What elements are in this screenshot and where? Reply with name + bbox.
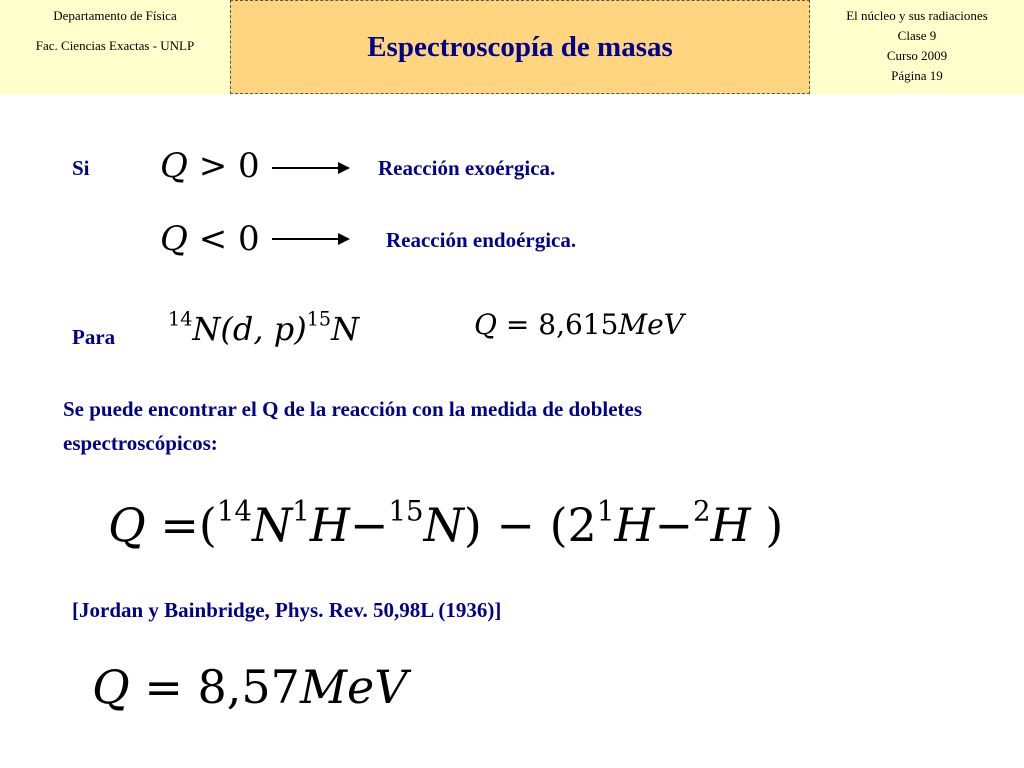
q-symbol: Q <box>108 498 146 552</box>
para-label: Para <box>72 325 116 349</box>
open-paren: ( <box>549 498 568 552</box>
mass-number: 14 <box>216 494 252 528</box>
nuclear-reaction <box>168 307 360 348</box>
right-arrow-icon <box>272 238 348 240</box>
endoergic-label: Reacción endoérgica. <box>386 228 577 252</box>
less-than: < <box>198 219 228 259</box>
header-left-panel <box>0 0 230 94</box>
energy-unit: MeV <box>299 660 408 714</box>
class-number: Clase 9 <box>897 28 937 43</box>
mass-number: 15 <box>306 307 332 331</box>
mass-number: 1 <box>292 494 310 528</box>
nitrogen-symbol: N <box>331 310 360 348</box>
header-right-panel <box>810 0 1024 94</box>
coefficient: 2 <box>567 498 597 552</box>
minus-sign: − <box>496 498 535 552</box>
q-symbol: Q <box>92 660 130 714</box>
course-name: El núcleo y sus radiaciones <box>846 8 988 23</box>
q-value: 8,615 <box>538 308 619 341</box>
minus-sign: − <box>349 498 389 552</box>
q-value: 8,57 <box>197 660 300 714</box>
header-title-panel <box>230 0 810 94</box>
mass-number: 2 <box>693 494 711 528</box>
hydrogen-symbol: H <box>614 498 655 552</box>
equals-sign: = <box>505 308 530 341</box>
department-label: Departamento de Física <box>53 8 177 23</box>
q-value-expression <box>474 308 684 341</box>
doublet-formula <box>108 494 784 552</box>
energy-unit: MeV <box>618 308 684 341</box>
zero: 0 <box>238 219 260 259</box>
mass-number: 14 <box>168 307 193 331</box>
condition-positive <box>160 146 260 186</box>
close-paren: ) <box>463 498 482 552</box>
nitrogen-symbol: N <box>192 310 221 348</box>
faculty-label: Fac. Ciencias Exactas - UNLP <box>35 38 195 53</box>
exoergic-label: Reacción exoérgica. <box>378 156 556 180</box>
open-paren: ( <box>198 498 217 552</box>
paragraph-line-2: espectroscópicos: <box>63 431 218 455</box>
hydrogen-symbol: H <box>710 498 751 552</box>
minus-sign: − <box>654 498 694 552</box>
final-q-value <box>92 660 407 714</box>
right-arrow-icon <box>272 167 348 169</box>
mass-number: 15 <box>388 494 424 528</box>
equals-sign: = <box>160 498 199 552</box>
reference-citation: [Jordan y Bainbridge, Phys. Rev. 50,98L (1936)] <box>72 598 502 622</box>
course-year: Curso 2009 <box>886 48 948 63</box>
slide-title: Espectroscopía de masas <box>367 31 673 63</box>
paragraph-line-1: Se puede encontrar el Q de la reacción con la medida de dobletes <box>63 397 643 421</box>
reaction-particles: (d, p) <box>220 310 307 348</box>
nitrogen-symbol: N <box>423 498 464 552</box>
hydrogen-symbol: H <box>309 498 350 552</box>
q-symbol: Q <box>160 219 188 259</box>
nitrogen-symbol: N <box>251 498 293 552</box>
condition-negative <box>160 219 260 259</box>
greater-than: > <box>198 146 228 186</box>
mass-number: 1 <box>596 494 615 528</box>
q-symbol: Q <box>160 146 188 186</box>
close-paren: ) <box>765 498 784 552</box>
q-symbol: Q <box>474 308 497 341</box>
page-number: Página 19 <box>891 68 943 83</box>
si-label: Si <box>72 156 90 180</box>
equals-sign: = <box>144 660 183 714</box>
zero: 0 <box>238 146 260 186</box>
